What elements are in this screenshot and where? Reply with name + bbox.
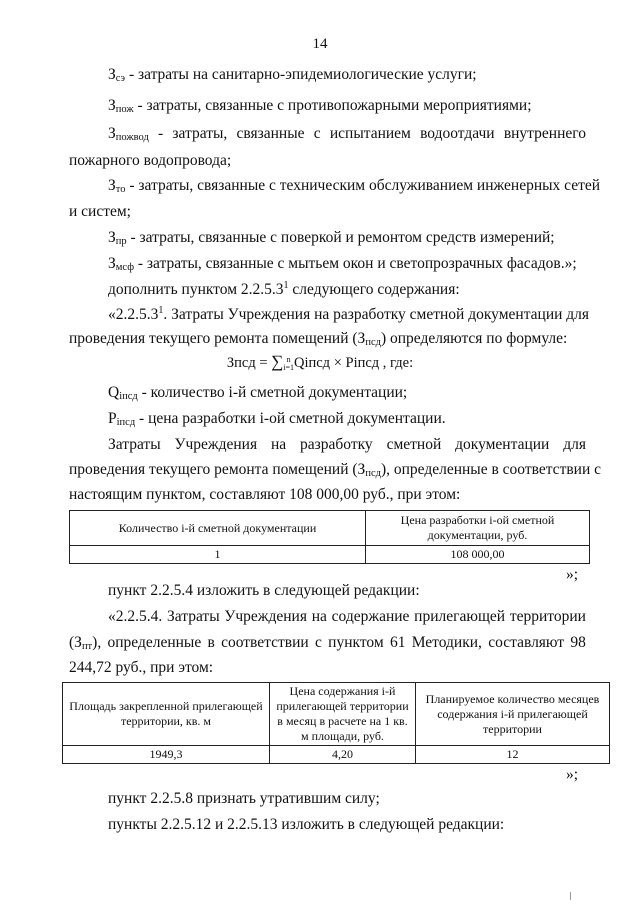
clause-text-line: настоящим пунктом, составляют 108 000,00 руб., при этом:	[69, 486, 461, 503]
word: прилегающей	[414, 608, 506, 625]
definition-line-zpr	[108, 228, 555, 248]
amendment-instruction	[108, 280, 460, 300]
paragraph-continuation: пожарного водопровода;	[69, 152, 232, 169]
word: -	[158, 125, 164, 142]
amendment-instruction: пункт 2.2.5.4 изложить в следующей редакции:	[108, 582, 420, 599]
table-cell: 12	[416, 746, 610, 764]
word: на	[270, 436, 287, 453]
word: составляют	[488, 634, 565, 651]
text: проведения текущего ремонта помещений (З	[69, 461, 366, 478]
word: соответствии	[221, 634, 309, 651]
clause-text-line	[69, 460, 601, 480]
definition-text: - затраты, связанные с техническим обслуживанием инженерных сетей	[125, 177, 601, 194]
definition-line-qipsd	[108, 383, 407, 403]
word: Методики,	[411, 634, 482, 651]
subscript: псд	[365, 337, 381, 348]
symbol: З	[108, 97, 116, 114]
definition-line-zpozhvod	[108, 124, 586, 144]
word: затраты,	[172, 125, 228, 142]
symbol: З	[108, 125, 116, 142]
table-header-cell: Планируемое количество месяцев содержания i-й прилегающей территории	[416, 683, 610, 746]
word: «2.2.5.4.	[108, 608, 163, 625]
cost-formula	[0, 352, 640, 372]
table-header-cell: Площадь закрепленной прилегающей территории, кв. м	[63, 683, 270, 746]
table-row	[70, 546, 590, 564]
definition-line-zpozh	[108, 96, 532, 116]
sum-symbol: ∑	[271, 352, 284, 371]
word: Затраты	[167, 608, 220, 625]
amendment-instruction: пункт 2.2.5.8 признать утратившим силу;	[108, 790, 380, 807]
table-header-cell: Цена содержания i-й прилегающей территории в месяц в расчете на 1 кв. м площади, руб.	[270, 683, 416, 746]
word: пунктом	[328, 634, 384, 651]
clause-text-line	[69, 329, 567, 349]
clause-2-2-5-3-1-heading	[108, 305, 589, 325]
word: Затраты	[108, 436, 161, 453]
symbol-subscript: пож	[115, 104, 134, 115]
word: испытанием	[329, 125, 411, 142]
definition-text: - затраты, связанные с мытьем окон и светопрозрачных фасадов.»;	[134, 255, 577, 272]
formula-tail: , где:	[379, 355, 414, 371]
table-cell: 1949,3	[63, 746, 270, 764]
scan-mark	[570, 892, 571, 900]
word: разработку	[300, 436, 373, 453]
word: документации	[455, 436, 550, 453]
word: с	[314, 634, 322, 651]
symbol-subscript: пожвод	[115, 132, 149, 143]
definition-text: - количество i-й сметной документации;	[137, 384, 408, 401]
definition-text: - затраты, связанные с поверкой и ремонтом средств измерений;	[126, 229, 555, 246]
definition-line-zse	[108, 65, 477, 85]
table-cell: 1	[70, 546, 366, 564]
sum-limits	[283, 356, 294, 372]
justified-line	[108, 435, 586, 455]
symbol: З	[108, 229, 116, 246]
text: ) определяются по формуле:	[380, 330, 568, 347]
text: ), определенные в соответствии с	[380, 461, 602, 478]
symbol-subscript: мсф	[115, 262, 135, 273]
word: 98	[570, 634, 586, 651]
table-header-cell: Количество i-й сметной документации	[70, 511, 366, 546]
word: ),	[92, 634, 102, 651]
symbol-subscript: пр	[115, 236, 127, 247]
word: на	[311, 608, 327, 625]
times-sign: ×	[330, 355, 346, 371]
word: в	[207, 634, 215, 651]
justified-line	[69, 633, 586, 653]
table-header-cell: Цена разработки i-ой сметной документации, руб.	[366, 511, 590, 546]
lower-limit: i=1	[283, 362, 294, 372]
clause-text: . Затраты Учреждения на разработку сметной документации для	[163, 306, 590, 323]
upper-limit: n	[286, 354, 291, 364]
word: содержание	[331, 608, 410, 625]
table-cell: 4,20	[270, 746, 416, 764]
subscript: пт	[81, 641, 93, 652]
table-row	[63, 746, 610, 764]
symbol-subscript: сэ	[115, 73, 126, 84]
formula-term-q: Qiпсд	[293, 355, 331, 371]
symbol-subscript: iпсд	[119, 391, 138, 402]
subscript: псд	[365, 468, 381, 479]
text: проведения текущего ремонта помещений (З	[69, 330, 366, 347]
definition-text: - затраты на санитарно-эпидемиологические услуги;	[125, 66, 477, 83]
word: Учреждения	[224, 608, 307, 625]
territory-maintenance-table	[62, 682, 610, 764]
word: определенные	[107, 634, 202, 651]
word: водоотдачи	[420, 125, 495, 142]
instruction-text-tail: следующего содержания:	[288, 281, 460, 298]
text: (З	[69, 634, 82, 651]
documentation-cost-table	[69, 510, 590, 564]
symbol: Q	[108, 384, 120, 401]
definition-line-pipsd	[108, 409, 446, 429]
word-with-subscript	[69, 633, 101, 653]
table-header-row	[70, 511, 590, 546]
formula-term-p: Piпсд	[345, 355, 380, 371]
superscript: 1	[158, 305, 164, 316]
table-cell: 108 000,00	[366, 546, 590, 564]
word: связанные	[236, 125, 305, 142]
symbol: P	[108, 410, 117, 427]
definition-text: - цена разработки i-ой сметной документации.	[135, 410, 446, 427]
symbol-with-subscript	[108, 124, 149, 144]
superscript: 1	[283, 280, 289, 291]
definition-text: - затраты, связанные с противопожарными мероприятиями;	[133, 97, 532, 114]
instruction-text: дополнить пунктом 2.2.5.3	[108, 281, 284, 298]
word: Учреждения	[174, 436, 258, 453]
formula-lhs: Зпсд =	[226, 355, 272, 371]
word: 61	[389, 634, 406, 651]
symbol-subscript: iпсд	[116, 417, 136, 428]
closing-quote: »;	[566, 566, 579, 583]
clause-text-line: 244,72 руб., при этом:	[69, 659, 214, 676]
word: для	[563, 436, 586, 453]
symbol-subscript: то	[115, 184, 126, 195]
page-number: 14	[312, 36, 328, 52]
clause-2-2-5-4-heading	[108, 607, 586, 627]
paragraph-continuation: и систем;	[69, 203, 131, 220]
table-header-row	[63, 683, 610, 746]
amendment-instruction: пункты 2.2.5.12 и 2.2.5.13 изложить в следующей редакции:	[108, 816, 505, 833]
symbol: З	[108, 255, 116, 272]
definition-line-zto	[108, 176, 600, 196]
word: внутреннего	[503, 125, 586, 142]
word: территории	[509, 608, 586, 625]
clause-number: «2.2.5.3	[108, 306, 159, 323]
definition-line-zmsf	[108, 254, 577, 274]
word: сметной	[386, 436, 442, 453]
symbol: З	[108, 177, 116, 194]
closing-quote: »;	[566, 766, 579, 783]
symbol: З	[108, 66, 116, 83]
word: с	[313, 125, 321, 142]
